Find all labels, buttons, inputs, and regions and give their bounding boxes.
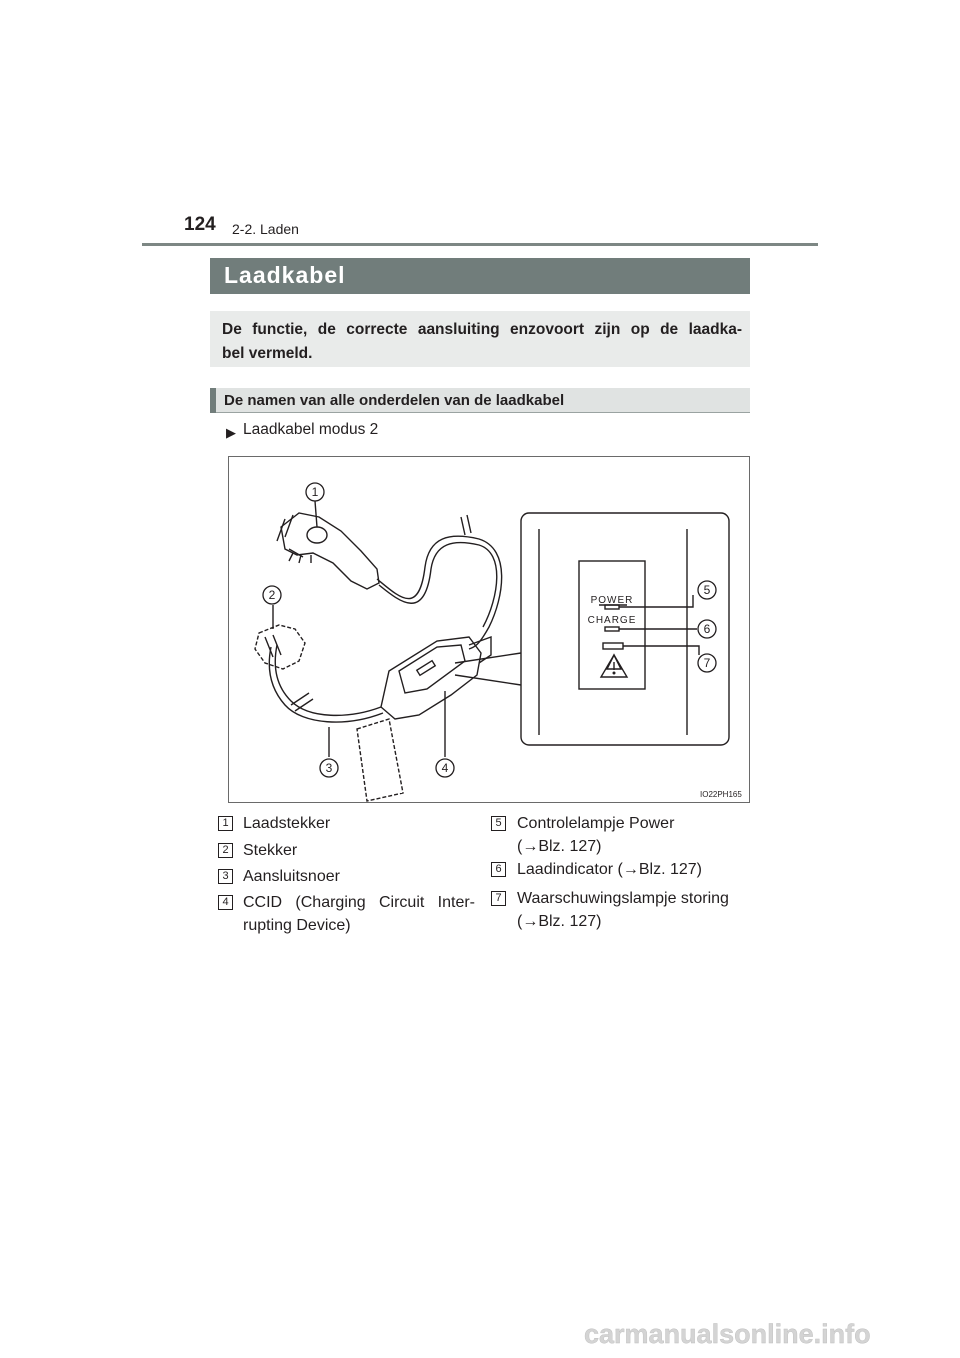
callout-3: 3: [325, 761, 333, 775]
legend-number-7: 7: [491, 891, 506, 906]
ccid-unit: [381, 637, 481, 719]
plug: [255, 625, 305, 669]
legend-item-6: [517, 858, 702, 881]
subheading: De namen van alle onderdelen van de laadkabel: [224, 392, 565, 409]
callout-5: 5: [703, 583, 711, 597]
legend-item-7: [517, 887, 729, 933]
legend-number-2: 2: [218, 843, 233, 858]
subheading-accent: [210, 388, 216, 413]
triangle-bullet-icon: ▶: [226, 425, 236, 440]
callout-2: 2: [268, 588, 276, 602]
legend-item-2: [243, 839, 297, 862]
charging-connector: [281, 513, 379, 589]
watermark-logo: [582, 1316, 952, 1350]
section-reference: 2-2. Laden: [232, 221, 299, 237]
legend-item-4-line-2: rupting Device): [243, 917, 351, 934]
panel-label-charge: CHARGE: [587, 615, 637, 626]
legend-item-2-text: Stekker: [243, 842, 298, 859]
panel-label-power: POWER: [590, 595, 634, 606]
legend-item-7-line-2: (→Blz. 127): [517, 913, 602, 930]
legend-item-5: [517, 812, 674, 858]
legend-item-1-text: Laadstekker: [243, 815, 331, 832]
legend-item-3-text: Aansluitsnoer: [243, 868, 340, 885]
figure-code: IO22PH165: [700, 790, 742, 799]
legend-item-3: [243, 865, 340, 888]
cable-tag: [357, 719, 403, 801]
intro-line-2: bel vermeld.: [222, 345, 313, 362]
callout-6: 6: [703, 622, 711, 636]
page-title: Laadkabel: [224, 262, 346, 288]
charging-cable-illustration: [229, 457, 749, 802]
watermark: [582, 1316, 952, 1350]
legend-item-7-line-1: Waarschuwingslampje storing: [517, 890, 729, 907]
legend-item-1: [243, 812, 330, 835]
legend-number-4: 4: [218, 895, 233, 910]
mode-label: Laadkabel modus 2: [243, 421, 379, 438]
legend-item-4: [243, 891, 475, 937]
legend-number-6: 6: [491, 862, 506, 877]
legend-item-5-line-2: (→Blz. 127): [517, 838, 602, 855]
legend-number-5: 5: [491, 816, 506, 831]
legend-number-3: 3: [218, 869, 233, 884]
page-number: 124: [184, 214, 216, 235]
legend-item-6-text: Laadindicator (→Blz. 127): [517, 861, 702, 878]
figure-frame: [228, 456, 750, 803]
cable-upper: [377, 536, 502, 649]
callout-1: 1: [311, 485, 319, 499]
watermark-text: carmanualsonline.info: [584, 1319, 871, 1349]
header-divider: [142, 243, 818, 246]
legend-item-5-line-1: Controlelampje Power: [517, 815, 675, 832]
legend-number-1: 1: [218, 816, 233, 831]
intro-line-1: De functie, de correcte aansluiting enzovoort zijn op de laadka-: [222, 321, 742, 338]
callout-4: 4: [441, 761, 449, 775]
legend-item-4-line-1: CCID (Charging Circuit Inter-: [243, 894, 475, 911]
callout-7: 7: [703, 656, 711, 670]
intro-text: [222, 318, 742, 366]
